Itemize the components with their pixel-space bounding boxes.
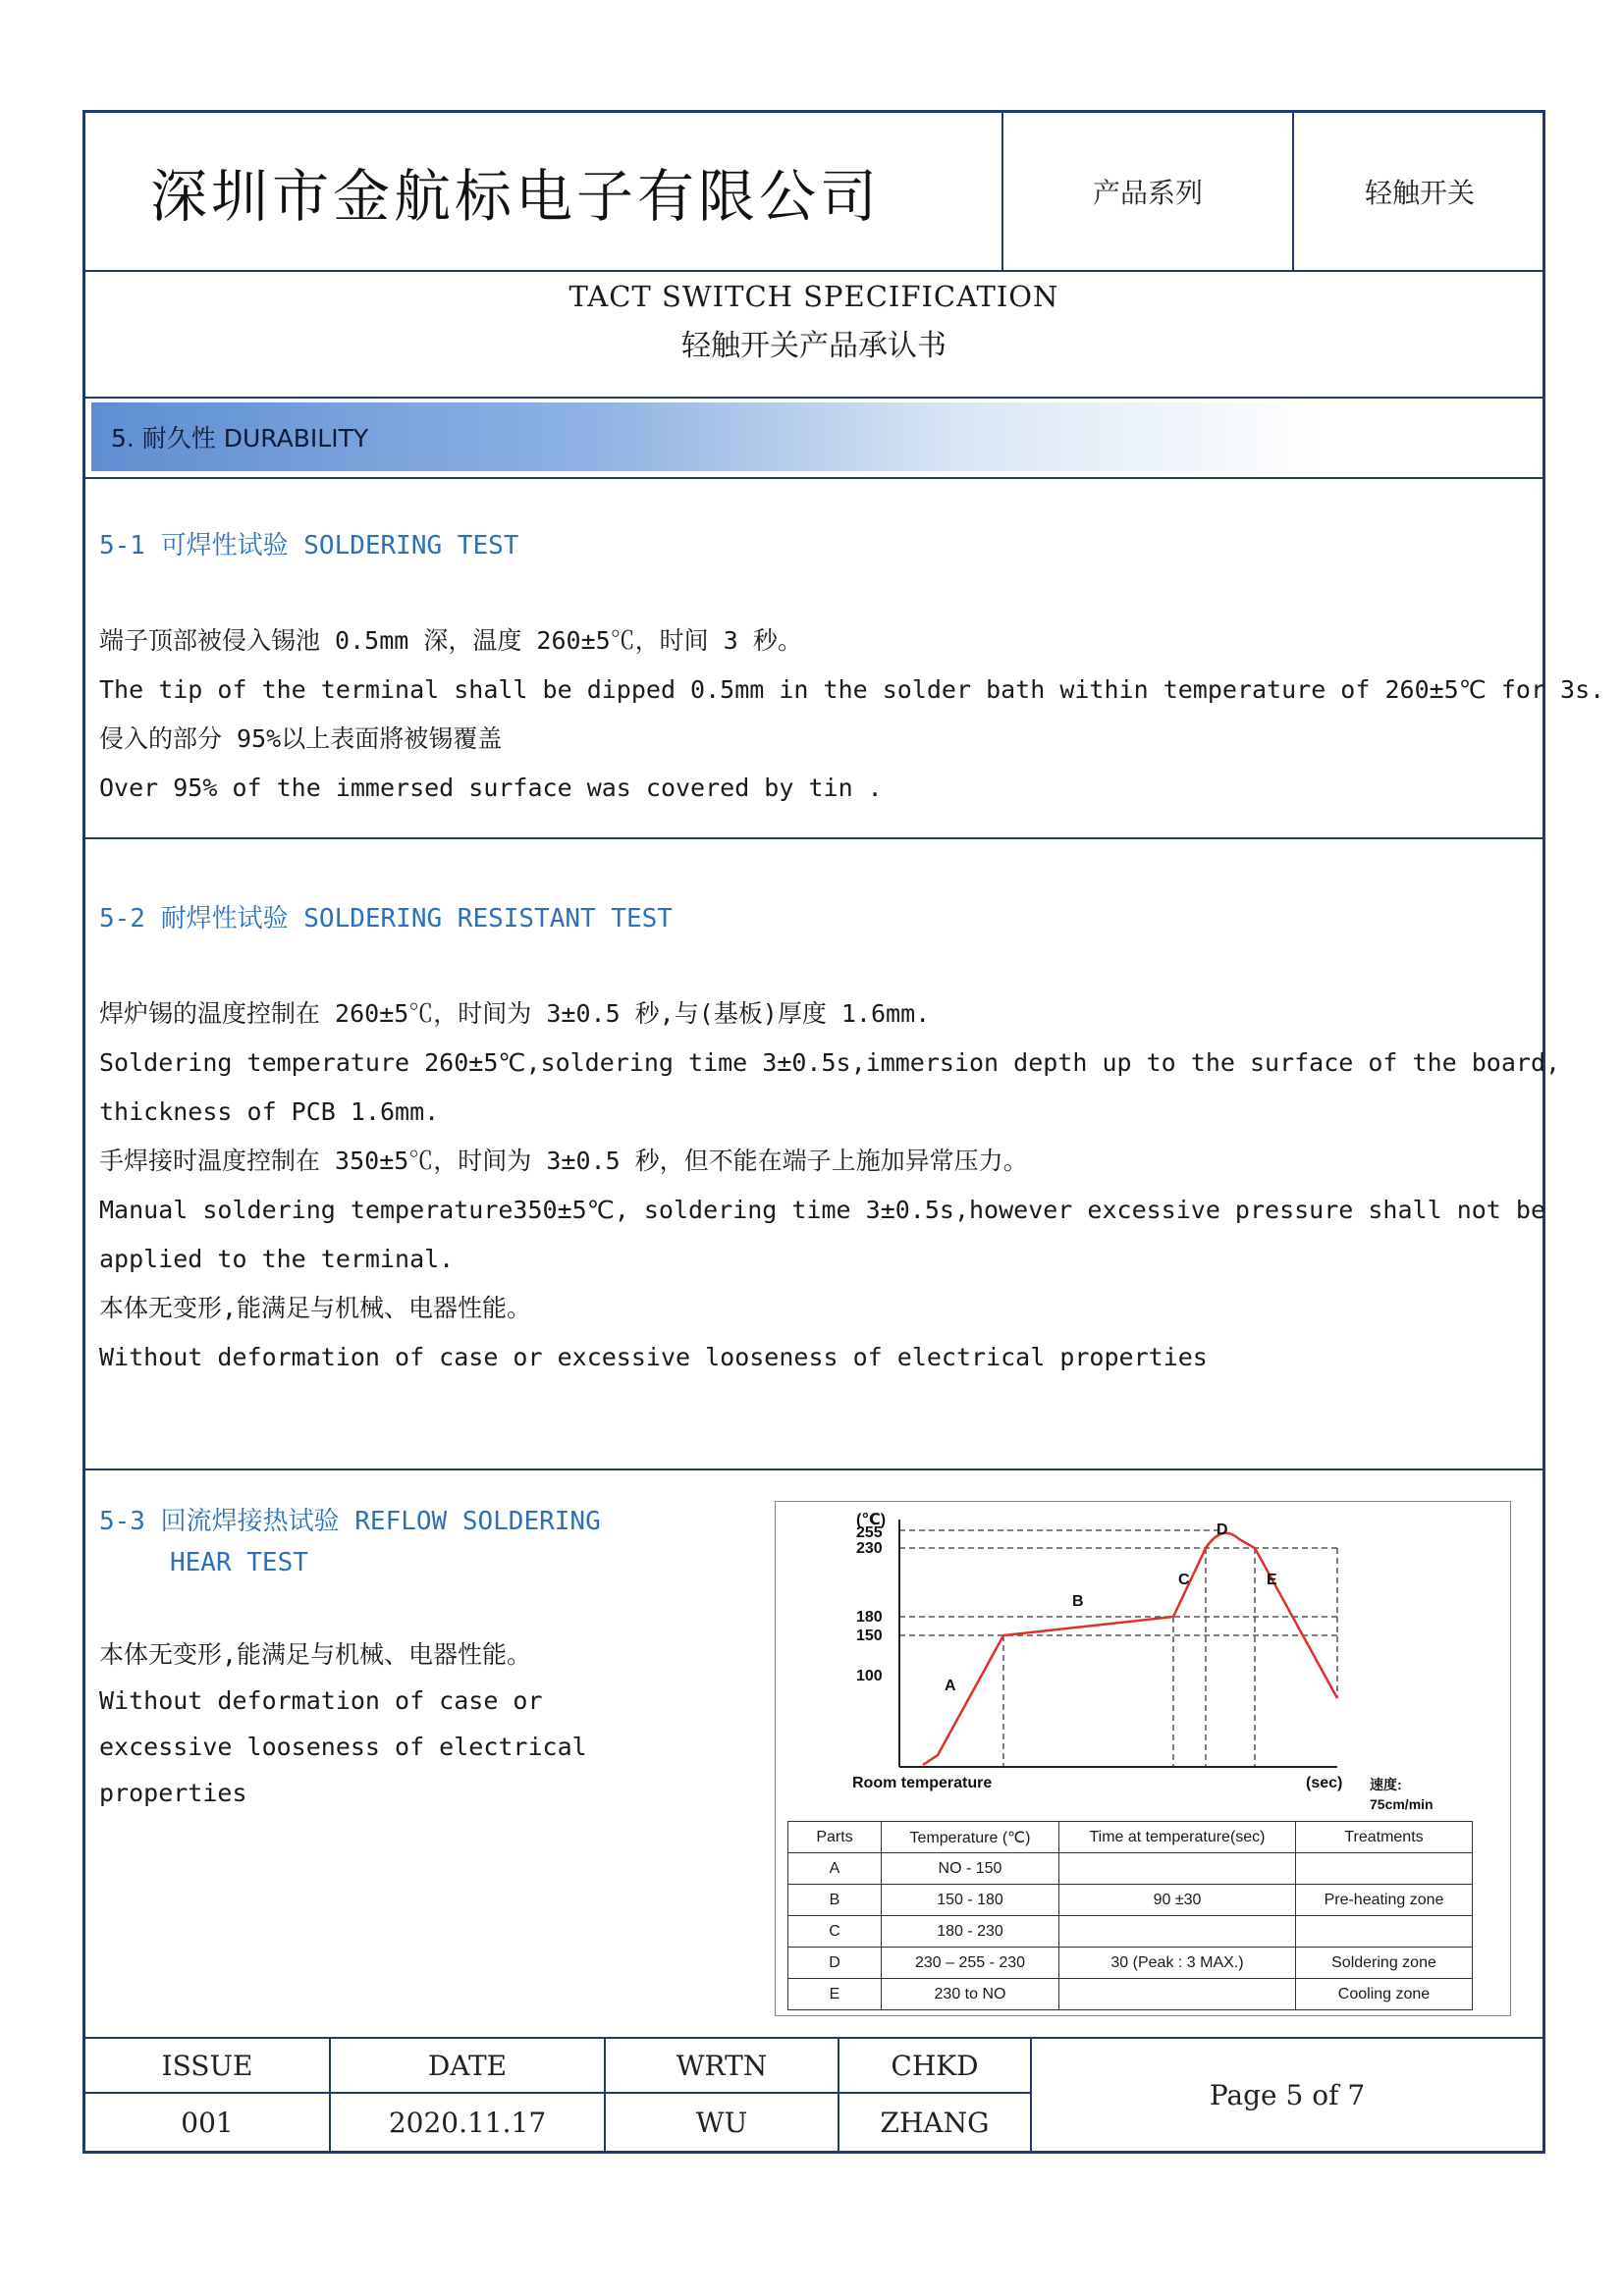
table-header: Time at temperature(sec)	[1059, 1822, 1296, 1853]
issue-value: 001	[181, 2106, 234, 2139]
y-tick-label: 180	[856, 1609, 883, 1626]
table-row	[788, 1948, 1473, 1979]
table-cell: 90 ±30	[1059, 1885, 1296, 1916]
text-line: 本体无变形,能满足与机械、电器性能。	[99, 1294, 532, 1322]
temperature-profile-line	[923, 1533, 1337, 1765]
text-line: Without deformation of case or	[99, 1686, 543, 1715]
text-line: properties	[99, 1779, 247, 1807]
y-tick-label: 230	[856, 1540, 883, 1557]
table-cell: A	[788, 1853, 882, 1885]
divider	[85, 270, 1542, 272]
date-value: 2020.11.17	[388, 2106, 547, 2139]
table-row	[788, 1916, 1473, 1948]
table-header: Temperature (℃)	[882, 1822, 1059, 1853]
speed-label: 速度:	[1370, 1777, 1402, 1792]
table-cell: 150 - 180	[882, 1885, 1059, 1916]
table-cell	[1296, 1916, 1473, 1948]
table-cell: B	[788, 1885, 882, 1916]
text-line: thickness of PCB 1.6mm.	[99, 1097, 440, 1126]
reflow-heading-line2: HEAR TEST	[170, 1548, 308, 1577]
table-cell: 30 (Peak : 3 MAX.)	[1059, 1948, 1296, 1979]
text-line: 端子顶部被侵入锡池 0.5mm 深，温度 260±5℃，时间 3 秒。	[99, 626, 802, 655]
y-tick-label: 100	[856, 1668, 883, 1684]
table-header: Parts	[788, 1822, 882, 1853]
speed-value: 75cm/min	[1370, 1796, 1434, 1812]
table-cell: 230 – 255 - 230	[882, 1948, 1059, 1979]
soldering-test-heading: 5-1 可焊性试验 SOLDERING TEST	[99, 531, 519, 561]
text-line: 侵入的部分 95%以上表面將被锡覆盖	[99, 724, 503, 753]
table-row	[788, 1979, 1473, 2010]
divider	[85, 1468, 1542, 1470]
checked-by-label: CHKD	[891, 2049, 979, 2082]
zone-label-b: B	[1072, 1593, 1084, 1610]
reflow-profile-chart	[775, 1501, 1511, 2016]
series-value: 轻触开关	[1364, 177, 1475, 209]
written-by-value: WU	[695, 2106, 748, 2139]
section-heading: 5. 耐久性 DURABILITY	[91, 402, 1541, 471]
spec-title-en: TACT SWITCH SPECIFICATION	[568, 280, 1059, 313]
divider	[85, 397, 1542, 399]
soldering-resistant-heading: 5-2 耐焊性试验 SOLDERING RESISTANT TEST	[99, 904, 673, 934]
spec-title-cn: 轻触开关产品承认书	[681, 329, 947, 363]
table-cell: NO - 150	[882, 1853, 1059, 1885]
table-cell: D	[788, 1948, 882, 1979]
table-cell: Soldering zone	[1296, 1948, 1473, 1979]
table-cell	[1059, 1853, 1296, 1885]
table-row	[788, 1853, 1473, 1885]
issue-label: ISSUE	[161, 2049, 253, 2082]
zone-label-a: A	[945, 1678, 956, 1694]
table-cell: 230 to NO	[882, 1979, 1059, 2010]
text-line: Manual soldering temperature350±5℃, soldering time 3±0.5s,however excessive pressure shall not be	[99, 1196, 1545, 1224]
divider	[85, 477, 1542, 479]
y-unit-label: (℃)	[856, 1512, 887, 1528]
table-cell	[1296, 1853, 1473, 1885]
table-cell: E	[788, 1979, 882, 2010]
table-row	[788, 1885, 1473, 1916]
zone-label-d: D	[1217, 1522, 1228, 1538]
text-line: applied to the terminal.	[99, 1245, 455, 1273]
table-cell: 180 - 230	[882, 1916, 1059, 1948]
table-header: Treatments	[1296, 1822, 1473, 1853]
text-line: 焊炉锡的温度控制在 260±5℃，时间为 3±0.5 秒,与(基板)厚度 1.6mm.	[99, 999, 931, 1028]
text-line: The tip of the terminal shall be dipped 0.5mm in the solder bath within temperature of 260±5℃ for 3s.	[99, 675, 1605, 704]
text-line: 本体无变形,能满足与机械、电器性能。	[99, 1640, 532, 1669]
document-frame	[82, 110, 1605, 2154]
text-line: excessive looseness of electrical	[99, 1733, 587, 1761]
x-start-label: Room temperature	[852, 1775, 993, 1791]
text-line: Soldering temperature 260±5℃,soldering time 3±0.5s,immersion depth up to the surface of the board,	[99, 1048, 1561, 1077]
text-line: Over 95% of the immersed surface was covered by tin .	[99, 774, 883, 802]
zone-label-e: E	[1267, 1572, 1277, 1588]
approval-footer	[85, 2037, 1542, 2153]
y-tick-label: 150	[856, 1628, 883, 1644]
table-cell: Pre-heating zone	[1296, 1885, 1473, 1916]
date-label: DATE	[427, 2049, 508, 2082]
soldering-resistant-text	[99, 989, 1560, 1382]
reflow-text	[99, 1631, 587, 1816]
page-number: Page 5 of 7	[1209, 2078, 1366, 2111]
series-label: 产品系列	[1092, 177, 1203, 209]
zone-label-c: C	[1178, 1572, 1190, 1588]
y-tick-label: 255	[856, 1524, 883, 1541]
table-cell: Cooling zone	[1296, 1979, 1473, 2010]
company-name: 深圳市金航标电子有限公司	[150, 163, 882, 230]
soldering-test-text	[99, 616, 1604, 813]
reflow-parameter-table	[787, 1821, 1473, 2010]
text-line: Without deformation of case or excessive looseness of electrical properties	[99, 1343, 1208, 1371]
reflow-heading-line1: 5-3 回流焊接热试验 REFLOW SOLDERING	[99, 1507, 601, 1536]
table-cell: C	[788, 1916, 882, 1948]
table-cell	[1059, 1979, 1296, 2010]
reflow-profile-plot	[776, 1502, 1510, 1821]
written-by-label: WRTN	[676, 2049, 768, 2082]
x-unit-label: (sec)	[1306, 1775, 1343, 1791]
checked-by-value: ZHANG	[880, 2106, 990, 2139]
text-line: 手焊接时温度控制在 350±5℃，时间为 3±0.5 秒，但不能在端子上施加异常压力。	[99, 1147, 1028, 1175]
divider	[85, 837, 1542, 839]
table-cell	[1059, 1916, 1296, 1948]
